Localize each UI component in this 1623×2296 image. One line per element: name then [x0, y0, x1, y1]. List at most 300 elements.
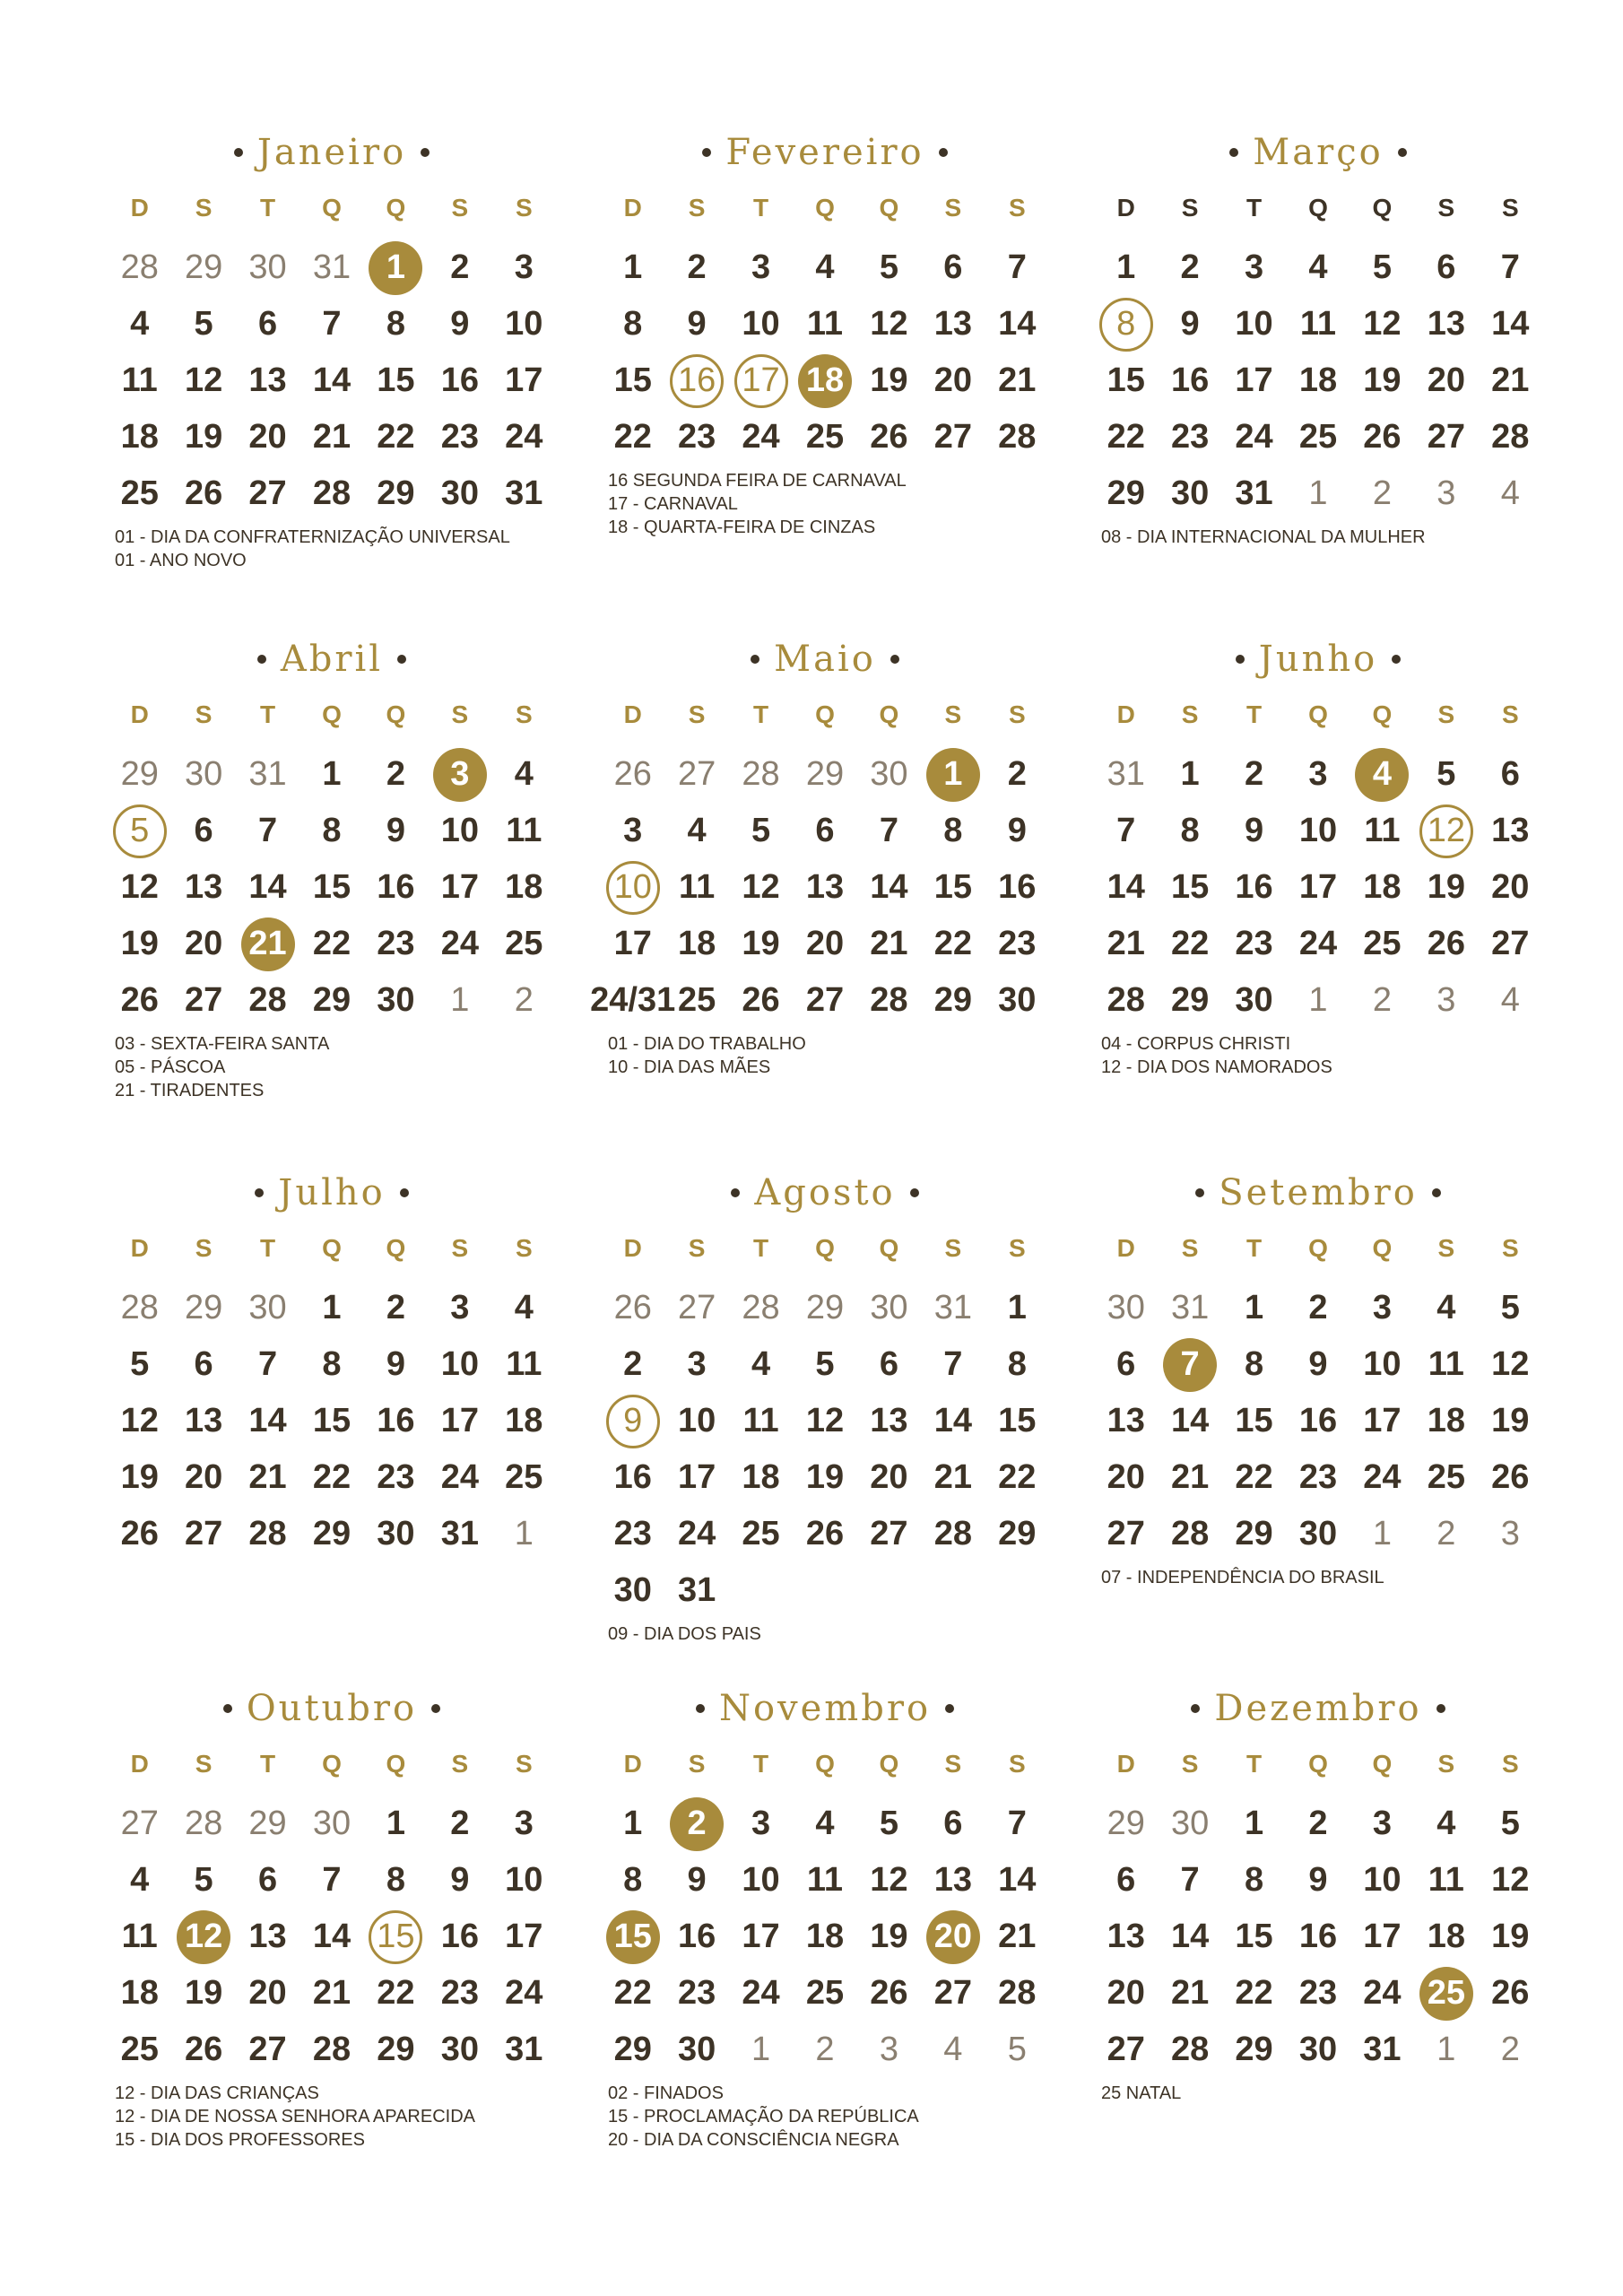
day-cell: 17	[729, 352, 793, 409]
day-cell: 6	[1500, 755, 1520, 793]
day-cell: 16	[1298, 1402, 1338, 1439]
day-cell: 19	[1491, 1918, 1530, 1955]
day-cell: 8	[943, 812, 963, 849]
weekday-label: T	[260, 700, 276, 728]
day-cell: 21	[248, 1458, 287, 1496]
day-cell: 26	[613, 755, 652, 793]
day-cell: 27	[933, 1974, 972, 2012]
weekday-label: S	[1501, 194, 1519, 222]
day-cell: 29	[120, 755, 159, 793]
holiday-note: 02 - FINADOS	[608, 2083, 724, 2103]
bullet-icon	[696, 1704, 705, 1713]
day-cell: 29	[312, 1515, 352, 1552]
day-cell: 11	[121, 361, 158, 399]
day-cell: 10	[742, 1861, 780, 1899]
day-cell: 3	[1372, 1289, 1392, 1326]
day-cell: 8	[1007, 1345, 1027, 1383]
day-cell: 19	[1427, 868, 1465, 906]
day-cell: 16	[1235, 868, 1273, 906]
day-cell: 12	[184, 361, 223, 399]
day-cell: 16	[377, 868, 415, 906]
day-cell: 24	[505, 418, 543, 456]
day-grid	[108, 746, 556, 1029]
day-cell: 13	[1427, 305, 1465, 343]
day-cell: 30	[377, 1515, 415, 1552]
day-cell: 30	[1298, 1515, 1338, 1552]
holiday-note: 18 - QUARTA-FEIRA DE CINZAS	[608, 517, 876, 537]
day-cell: 2	[1007, 755, 1027, 793]
day-cell: 1	[1116, 248, 1136, 286]
day-cell: 26	[184, 2031, 223, 2068]
day-grid	[601, 1796, 1049, 2078]
weekday-header	[108, 692, 556, 737]
day-cell: 10	[440, 812, 479, 849]
holiday-note: 08 - DIA INTERNACIONAL DA MULHER	[1101, 527, 1426, 547]
day-cell: 1	[1308, 474, 1328, 512]
holiday-note: 09 - DIA DOS PAIS	[608, 1624, 761, 1644]
month-title	[1094, 121, 1542, 184]
day-cell: 2	[1500, 2031, 1520, 2068]
holiday-notes	[601, 2082, 1049, 2152]
weekday-label: T	[753, 1750, 769, 1778]
day-cell: 4	[1500, 981, 1520, 1019]
day-cell: 1	[921, 746, 985, 803]
weekday-label: S	[944, 194, 962, 222]
day-cell: 2	[514, 981, 534, 1019]
weekday-label: Q	[322, 194, 342, 222]
day-grid	[601, 239, 1049, 465]
day-cell: 23	[677, 1974, 716, 2012]
day-cell: 30	[1170, 1805, 1210, 1842]
day-cell: 26	[1491, 1458, 1530, 1496]
day-cell: 30	[1298, 2031, 1338, 2068]
day-cell: 24	[1363, 1458, 1402, 1496]
holiday-notes	[601, 1032, 1049, 1079]
day-cell: 4	[815, 248, 835, 286]
weekday-label: S	[944, 1750, 962, 1778]
day-cell: 14	[870, 868, 908, 906]
day-cell: 23	[1235, 925, 1273, 962]
holiday-note: 25 NATAL	[1101, 2083, 1182, 2103]
bullet-icon	[255, 1188, 264, 1197]
day-cell: 24	[1235, 418, 1273, 456]
weekday-label: D	[130, 700, 149, 728]
day-cell: 18	[793, 352, 856, 409]
day-cell: 11	[121, 1918, 158, 1955]
day-cell: 2	[623, 1345, 643, 1383]
weekday-label: S	[1501, 1234, 1519, 1262]
day-cell: 23	[440, 418, 479, 456]
bullet-icon	[397, 655, 406, 664]
day-cell: 1	[1180, 755, 1200, 793]
day-cell: 31	[1235, 474, 1273, 512]
day-cell: 27	[184, 981, 223, 1019]
day-cell: 4	[751, 1345, 771, 1383]
day-cell: 23	[377, 925, 415, 962]
day-cell: 21	[998, 361, 1037, 399]
weekday-label: Q	[386, 700, 406, 728]
day-cell: 30	[440, 2031, 479, 2068]
holiday-notes	[108, 1032, 556, 1102]
weekday-label: D	[130, 1750, 149, 1778]
day-cell: 8	[1180, 812, 1200, 849]
day-cell: 7	[1158, 1336, 1221, 1393]
day-cell: 7	[1007, 248, 1027, 286]
month-title	[601, 121, 1049, 184]
day-cell: 12	[742, 868, 780, 906]
day-cell: 8	[386, 305, 405, 343]
day-cell: 18	[120, 418, 159, 456]
day-cell: 28	[184, 1805, 223, 1842]
day-cell: 16	[377, 1402, 415, 1439]
day-cell: 16	[613, 1458, 652, 1496]
holiday-note: 15 - PROCLAMAÇÃO DA REPÚBLICA	[608, 2107, 919, 2126]
day-cell: 3	[623, 812, 643, 849]
weekday-label: S	[1008, 700, 1026, 728]
day-cell: 16	[440, 361, 479, 399]
day-cell: 15	[312, 1402, 352, 1439]
day-cell: 29	[805, 1289, 845, 1326]
day-grid	[108, 239, 556, 522]
day-cell: 14	[1170, 1918, 1210, 1955]
day-cell: 19	[120, 925, 159, 962]
weekday-label: T	[753, 194, 769, 222]
day-cell: 27	[248, 2031, 287, 2068]
day-cell: 1	[450, 981, 470, 1019]
holiday-note: 15 - DIA DOS PROFESSORES	[115, 2130, 365, 2150]
day-cell: 3	[879, 2031, 898, 2068]
day-cell: 29	[377, 474, 415, 512]
day-cell: 13	[184, 868, 223, 906]
day-cell: 2	[1308, 1805, 1328, 1842]
day-cell: 6	[1116, 1345, 1136, 1383]
day-cell: 6	[1116, 1861, 1136, 1899]
day-cell: 15	[1107, 361, 1145, 399]
day-cell: 4	[1436, 1805, 1456, 1842]
month-agosto	[601, 1161, 1049, 1646]
day-cell: 15	[998, 1402, 1037, 1439]
day-cell: 14	[1491, 305, 1530, 343]
month-name: Outubro	[246, 1688, 418, 1729]
day-cell: 13	[1107, 1918, 1145, 1955]
day-cell: 7	[322, 1861, 342, 1899]
weekday-header	[1094, 186, 1542, 230]
weekday-header	[108, 1226, 556, 1271]
day-cell: 7	[1116, 812, 1136, 849]
day-cell: 29	[377, 2031, 415, 2068]
day-cell: 18	[742, 1458, 780, 1496]
weekday-header	[108, 1742, 556, 1787]
holiday-note: 17 - CARNAVAL	[608, 494, 738, 514]
weekday-label: T	[1246, 194, 1263, 222]
holiday-note: 01 - DIA DO TRABALHO	[608, 1034, 806, 1054]
day-cell: 4	[1500, 474, 1520, 512]
day-cell: 9	[386, 1345, 405, 1383]
day-cell: 19	[1363, 361, 1402, 399]
day-cell: 3	[1436, 474, 1456, 512]
bullet-icon	[431, 1704, 440, 1713]
day-cell: 17	[505, 361, 543, 399]
holiday-note: 12 - DIA DOS NAMORADOS	[1101, 1057, 1332, 1077]
month-setembro	[1094, 1161, 1542, 1589]
day-cell: 30	[248, 248, 287, 286]
day-cell: 12	[1363, 305, 1402, 343]
day-cell: 22	[613, 1974, 652, 2012]
day-cell: 31	[312, 248, 352, 286]
day-cell: 28	[933, 1515, 972, 1552]
weekday-label: S	[195, 1750, 213, 1778]
day-cell: 28	[248, 1515, 287, 1552]
day-cell: 5	[194, 305, 213, 343]
day-cell: 2	[386, 755, 405, 793]
day-cell: 29	[248, 1805, 287, 1842]
day-cell: 20	[184, 1458, 223, 1496]
day-cell: 23	[613, 1515, 652, 1552]
weekday-label: S	[1501, 1750, 1519, 1778]
day-cell: 7	[1180, 1861, 1200, 1899]
holiday-notes	[601, 1622, 1049, 1646]
day-cell: 19	[805, 1458, 845, 1496]
month-name: Agosto	[754, 1172, 896, 1213]
day-cell: 2	[1244, 755, 1264, 793]
day-cell: 30	[677, 2031, 716, 2068]
day-cell: 25	[505, 1458, 543, 1496]
day-cell: 4	[514, 1289, 534, 1326]
day-cell: 3	[1500, 1515, 1520, 1552]
bullet-icon	[702, 148, 711, 157]
day-cell: 24	[440, 1458, 479, 1496]
day-cell: 4	[1436, 1289, 1456, 1326]
month-outubro	[108, 1677, 556, 2152]
weekday-label: S	[688, 700, 706, 728]
day-cell: 12	[1491, 1861, 1530, 1899]
day-cell: 29	[312, 981, 352, 1019]
day-cell: 15	[933, 868, 972, 906]
weekday-label: S	[451, 194, 469, 222]
month-novembro	[601, 1677, 1049, 2152]
day-cell: 24	[440, 925, 479, 962]
day-cell: 3	[450, 1289, 470, 1326]
day-cell: 27	[1491, 925, 1530, 962]
day-cell: 17	[613, 925, 652, 962]
month-title	[108, 121, 556, 184]
day-cell: 18	[677, 925, 716, 962]
weekday-label: S	[195, 700, 213, 728]
day-cell: 3	[1372, 1805, 1392, 1842]
day-cell: 2	[450, 248, 470, 286]
month-name: Junho	[1258, 639, 1378, 680]
day-cell: 17	[440, 1402, 479, 1439]
day-cell: 2	[1308, 1289, 1328, 1326]
day-cell: 29	[184, 248, 223, 286]
month-name: Fevereiro	[725, 132, 924, 173]
holiday-notes	[108, 2082, 556, 2152]
bullet-icon	[945, 1704, 954, 1713]
day-cell: 11	[806, 305, 844, 343]
day-cell: 9	[601, 1393, 664, 1449]
weekday-label: Q	[1372, 700, 1393, 728]
day-cell: 15	[613, 361, 652, 399]
day-cell: 10	[1235, 305, 1273, 343]
holiday-note: 21 - TIRADENTES	[115, 1081, 265, 1100]
day-cell: 19	[1491, 1402, 1530, 1439]
day-cell: 29	[1170, 981, 1210, 1019]
day-cell: 1	[1244, 1805, 1264, 1842]
month-title	[108, 628, 556, 691]
day-cell: 27	[1107, 1515, 1145, 1552]
day-cell: 26	[742, 981, 780, 1019]
day-cell: 5	[108, 803, 171, 859]
day-cell: 12	[120, 1402, 159, 1439]
day-cell: 13	[1491, 812, 1530, 849]
weekday-label: Q	[1308, 194, 1328, 222]
day-grid	[601, 1280, 1049, 1619]
day-cell: 31	[505, 2031, 543, 2068]
day-cell: 30	[870, 1289, 908, 1326]
weekday-label: S	[451, 1234, 469, 1262]
weekday-label: S	[1437, 1234, 1455, 1262]
day-cell: 5	[194, 1861, 213, 1899]
day-cell: 25	[1298, 418, 1338, 456]
day-cell: 3	[1244, 248, 1264, 286]
day-cell: 10	[1298, 812, 1338, 849]
day-cell: 25	[1363, 925, 1402, 962]
weekday-label: S	[515, 700, 533, 728]
day-cell: 27	[677, 1289, 716, 1326]
day-cell: 1	[1244, 1289, 1264, 1326]
weekday-header	[601, 186, 1049, 230]
holiday-note: 16 SEGUNDA FEIRA DE CARNAVAL	[608, 471, 907, 491]
day-cell: 2	[450, 1805, 470, 1842]
weekday-label: D	[623, 700, 642, 728]
day-cell: 27	[248, 474, 287, 512]
day-cell: 8	[623, 1861, 643, 1899]
day-cell: 4	[1308, 248, 1328, 286]
day-cell: 4	[514, 755, 534, 793]
weekday-header	[601, 1226, 1049, 1271]
month-name: Janeiro	[256, 132, 407, 173]
weekday-label: D	[1116, 1234, 1135, 1262]
weekday-label: D	[130, 194, 149, 222]
day-cell: 17	[742, 1918, 780, 1955]
day-cell: 1	[386, 1805, 405, 1842]
day-cell: 15	[601, 1909, 664, 1965]
weekday-label: T	[1246, 1234, 1263, 1262]
day-cell: 20	[1107, 1974, 1145, 2012]
day-cell: 25	[805, 1974, 845, 2012]
day-cell: 24	[742, 1974, 780, 2012]
bullet-icon	[1392, 655, 1401, 664]
weekday-label: D	[1116, 1750, 1135, 1778]
day-cell: 11	[506, 812, 542, 849]
day-cell: 5	[1436, 755, 1456, 793]
weekday-label: D	[1116, 194, 1135, 222]
day-cell: 14	[248, 1402, 287, 1439]
day-cell: 2	[1372, 474, 1392, 512]
bullet-icon	[1432, 1188, 1441, 1197]
day-cell: 23	[1170, 418, 1210, 456]
day-cell: 30	[613, 1571, 652, 1609]
day-cell: 18	[505, 1402, 543, 1439]
weekday-label: Q	[815, 194, 835, 222]
day-cell: 29	[1235, 2031, 1273, 2068]
weekday-header	[1094, 1226, 1542, 1271]
month-name: Abril	[280, 639, 384, 680]
day-cell: 10	[677, 1402, 716, 1439]
day-cell: 12	[870, 305, 908, 343]
day-grid	[590, 746, 1049, 1029]
day-cell: 21	[998, 1918, 1037, 1955]
day-cell: 23	[998, 925, 1037, 962]
day-grid	[1094, 1280, 1542, 1562]
day-cell: 10	[440, 1345, 479, 1383]
day-cell: 1	[623, 248, 643, 286]
day-cell: 7	[1500, 248, 1520, 286]
day-cell: 22	[312, 1458, 352, 1496]
day-cell: 30	[998, 981, 1037, 1019]
day-cell: 30	[184, 755, 223, 793]
day-cell: 2	[815, 2031, 835, 2068]
bullet-icon	[400, 1188, 409, 1197]
day-cell: 16	[677, 1918, 716, 1955]
day-cell: 10	[505, 1861, 543, 1899]
day-cell: 9	[687, 1861, 707, 1899]
day-cell: 26	[805, 1515, 845, 1552]
day-cell: 17	[1363, 1402, 1402, 1439]
month-name: Setembro	[1219, 1172, 1418, 1213]
day-cell: 28	[120, 248, 159, 286]
weekday-label: Q	[815, 700, 835, 728]
day-cell: 14	[312, 1918, 352, 1955]
day-cell: 20	[805, 925, 845, 962]
weekday-label: S	[944, 700, 962, 728]
weekday-label: S	[688, 1750, 706, 1778]
day-cell: 31	[1107, 755, 1145, 793]
day-cell: 22	[613, 418, 652, 456]
day-cell: 24	[505, 1974, 543, 2012]
day-cell: 13	[1107, 1402, 1145, 1439]
day-cell: 19	[742, 925, 780, 962]
day-cell: 31	[440, 1515, 479, 1552]
month-name: Maio	[774, 639, 876, 680]
day-cell: 23	[1298, 1458, 1338, 1496]
day-cell: 19	[184, 418, 223, 456]
holiday-notes	[1094, 1566, 1542, 1589]
day-cell: 20	[921, 1909, 985, 1965]
day-cell: 9	[687, 305, 707, 343]
bullet-icon	[1398, 148, 1407, 157]
weekday-header	[1094, 692, 1542, 737]
bullet-icon	[257, 655, 266, 664]
day-cell: 20	[933, 361, 972, 399]
day-cell: 3	[751, 248, 771, 286]
day-cell: 17	[505, 1918, 543, 1955]
month-name: Julho	[278, 1172, 386, 1213]
day-cell: 6	[879, 1345, 898, 1383]
day-cell: 2	[664, 1796, 728, 1852]
day-cell: 6	[815, 812, 835, 849]
day-cell: 28	[998, 418, 1037, 456]
day-cell: 25	[805, 418, 845, 456]
day-cell: 22	[312, 925, 352, 962]
holiday-note: 01 - ANO NOVO	[115, 551, 247, 570]
weekday-label: Q	[879, 1750, 899, 1778]
holiday-notes	[1094, 526, 1542, 549]
weekday-label: Q	[1372, 1234, 1393, 1262]
bullet-icon	[1229, 148, 1238, 157]
day-cell: 30	[1235, 981, 1273, 1019]
day-cell: 1	[322, 755, 342, 793]
